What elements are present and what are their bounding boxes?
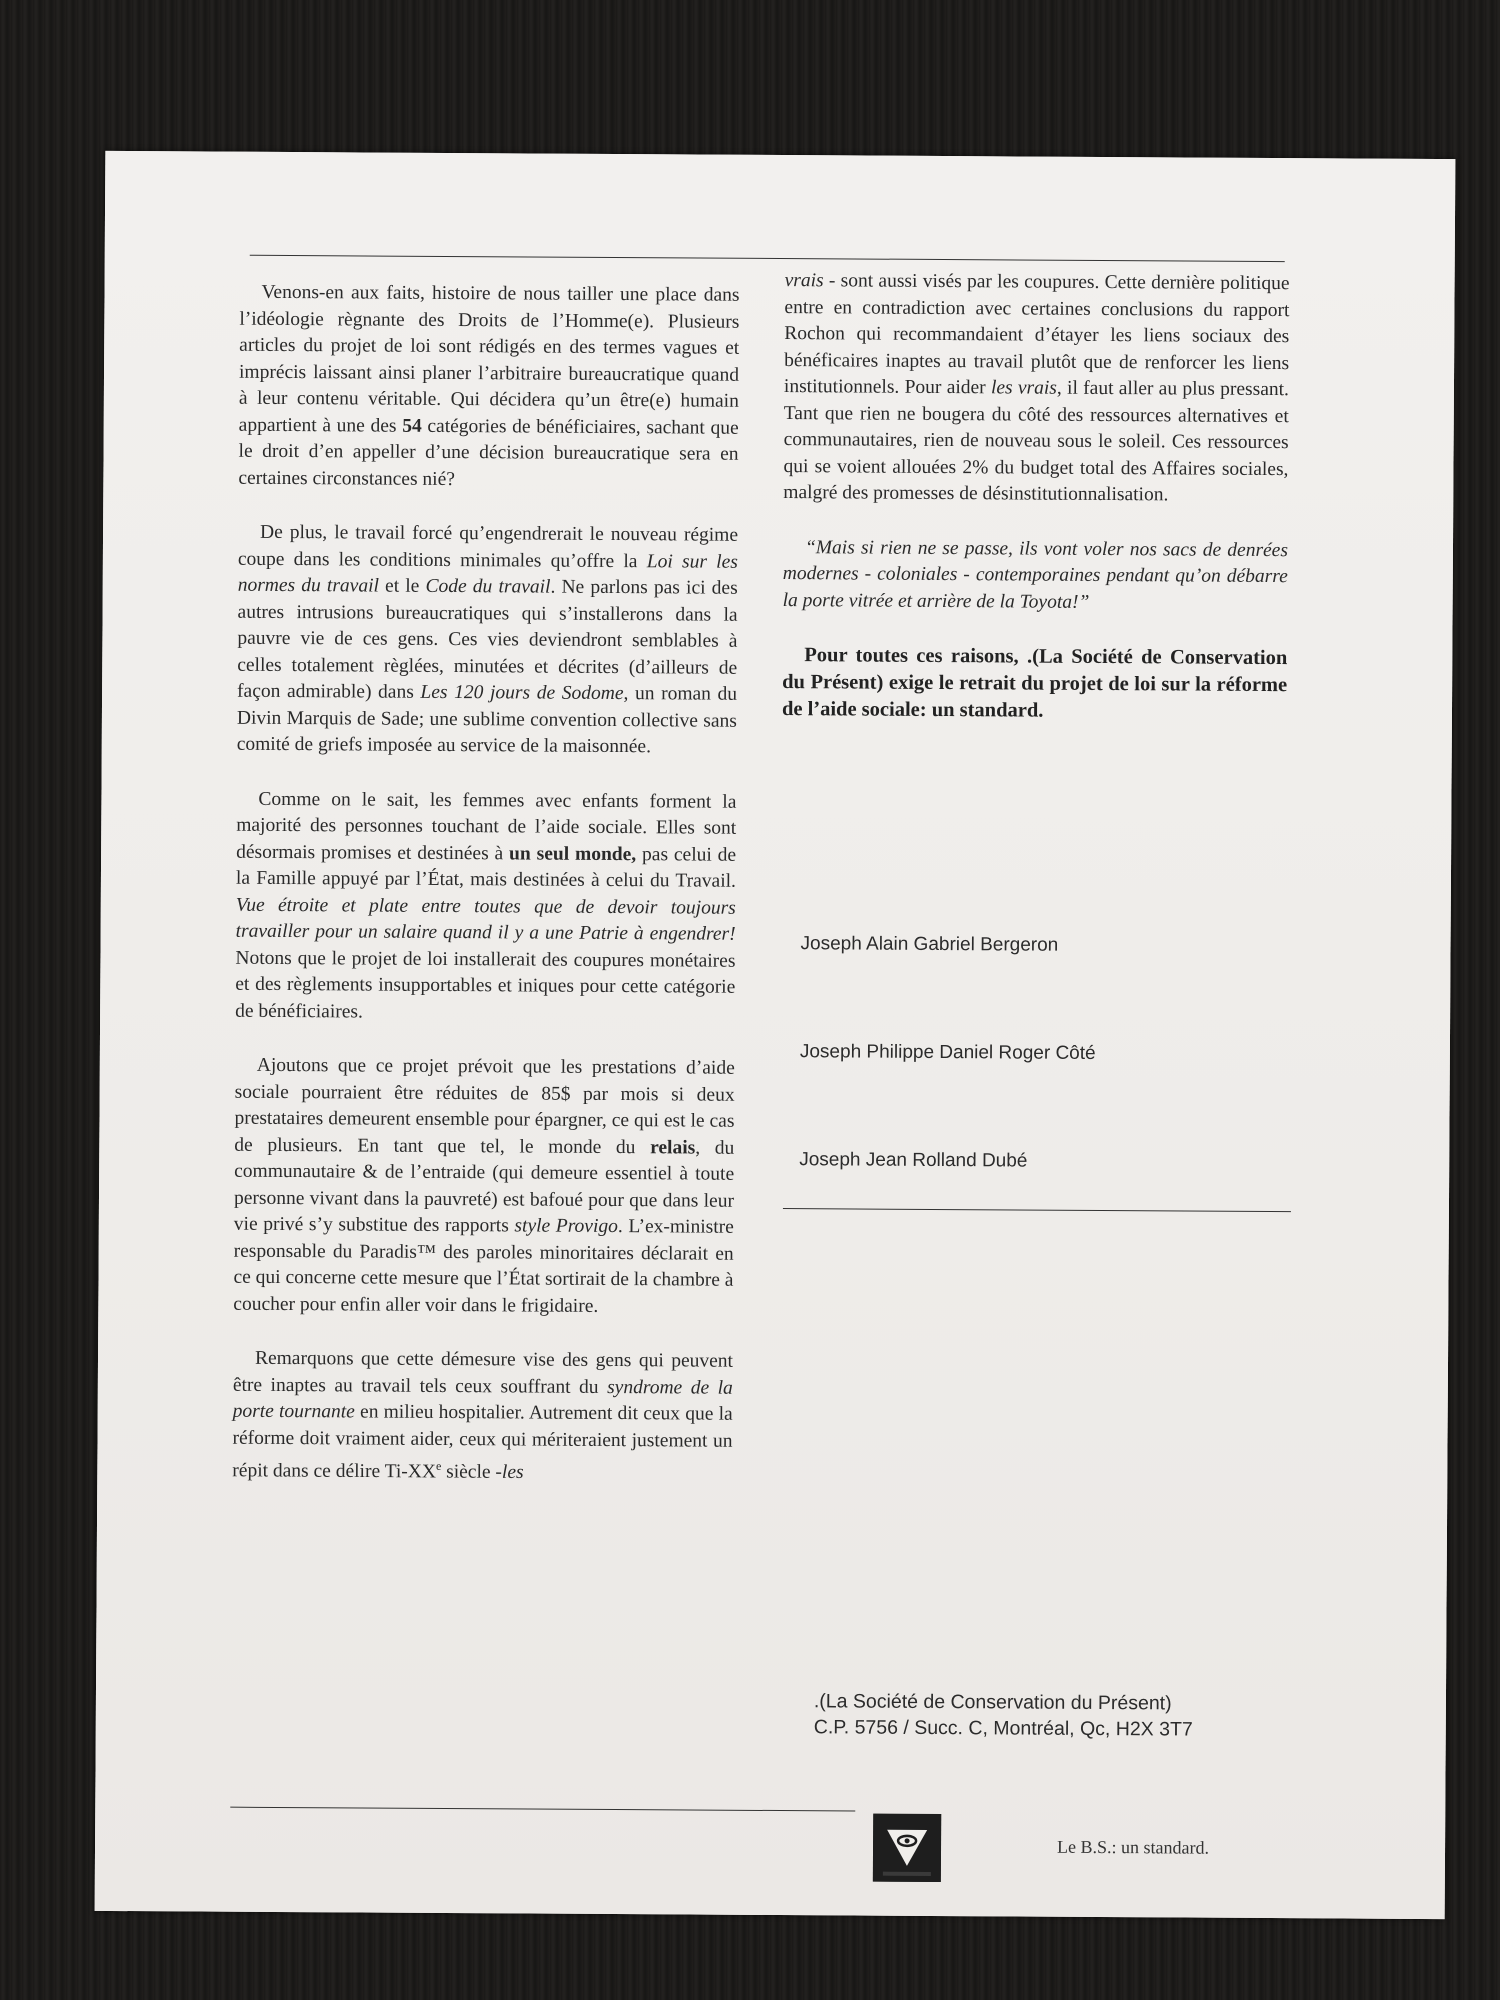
text-run-italic: Vue étroite et plate entre toutes que de devoir toujours travailler pour un salaire quand il y a une Patrie à engendrer! <box>235 894 736 945</box>
paragraph-1 <box>238 280 739 495</box>
text-run: Venons-en aux faits, histoire de nous tailler une place dans l’idéologie règnante des Droits de l’Homme(e). Plusieurs articles du projet de loi sont rédigés en des termes vagues et imprécis laissant ainsi planer l’arbitraire bureaucratique quand à leur contenu véritable. Qui décidera qu’un être(e) humain appartient à une des <box>238 281 740 437</box>
text-run-italic: style Provigo <box>514 1215 618 1238</box>
text-run-italic: Les 120 jours de Sodome <box>420 681 624 705</box>
text-run: , il faut aller au plus pressant. Tant que rien ne bougera du côté des ressources alternatives et communautaires, rien de nouveau sous le soleil. Ces ressources qui se voient allouées 2% du budget total des Affaires sociales, malgré des promesses de désinstitutionnalisation. <box>783 377 1290 506</box>
text-run: De plus, le travail forcé qu’engendrerait le nouveau régime coupe dans les conditions minimales qu’offre la <box>237 521 739 572</box>
text-run: . Ne parlons pas ici des autres intrusions bureaucratiques qui s’installerons dans la pauvre vie de ces gens. Ces vies deviendront semblables à celles totalement règlées, minutées et décrites (d’ailleurs de façon admirable) dans <box>237 576 738 703</box>
paragraph-5 <box>232 1346 733 1488</box>
text-run-italic: vrais <box>784 270 824 292</box>
text-run: , du communautaire & de l’entraide (qui demeure essentiel à toute personne vivant dans la pauvreté) est bafoué pour que dans leur vie privé s’y substitue des rapports <box>233 1137 735 1237</box>
address-block <box>814 1688 1193 1742</box>
right-column <box>782 268 1290 754</box>
text-run-italic: les <box>501 1461 524 1483</box>
signatory-1: Joseph Alain Gabriel Bergeron <box>800 933 1059 956</box>
conclusion-paragraph: Pour toutes ces raisons, .(La Société de Conservation du Présent) exige le retrait du projet de loi sur la réforme de l’aide sociale: un standard. <box>781 644 1288 722</box>
text-run-italic: Loi sur les normes du travail <box>237 550 738 597</box>
text-run: en milieu hospitalier. Autrement dit ceux que la réforme doit vraiment aider, ceux qui mériteraient justement un répit dans ce délire Ti-XX <box>232 1401 733 1483</box>
text-run-italic: les vrais <box>990 377 1058 399</box>
text-run: Comme on le sait, les femmes avec enfants forment la majorité des personnes touchant de l’aide sociale. Elles sont désormais promises et destinées à <box>236 788 737 864</box>
text-run: - sont aussi visés par les coupures. Cette dernière politique entre en contradiction avec certaines conclusions du rapport Rochon qui recommandaient d’étayer les liens sociaux des bénéficaires inaptes au travail plutôt que de renforcer les liens institutionnels. Pour aider <box>783 270 1290 399</box>
signatory-3: Joseph Jean Rolland Dubé <box>799 1149 1028 1172</box>
address-line-1: .(La Société de Conservation du Présent) <box>813 1690 1172 1715</box>
text-run: Remarquons que cette démesure vise des gens qui peuvent être inaptes au travail tels ceux souffrant du <box>232 1347 734 1398</box>
superscript: e <box>435 1458 442 1473</box>
text-run-bold: 54 <box>402 415 422 437</box>
quote-paragraph: “Mais si rien ne se passe, ils vont voler nos sacs de denrées modernes - coloniales - contemporaines pendant qu’on débarre la porte vitrée et arrière de la Toyota!” <box>782 536 1289 613</box>
paragraph-4 <box>233 1053 735 1321</box>
left-column <box>232 280 740 1516</box>
paragraph-3 <box>235 786 736 1028</box>
text-run: et le <box>378 575 426 597</box>
text-run: . L’ex-ministre responsable du Paradis™ des paroles minoritaires déclarait en ce qui concerne cette mesure que l’État sortirait de la chambre à coucher pour enfin aller voir dans le frigidaire. <box>233 1216 734 1317</box>
text-run: catégories de bénéficiaires, sachant que le droit d’en appeller d’une décision bureaucratique sera en certaines circonstances nié? <box>238 415 739 490</box>
text-run: pas celui de la Famille appuyé par l’État, mais destinées à celui du Travail. <box>235 843 737 892</box>
signatory-2: Joseph Philippe Daniel Roger Côté <box>799 1041 1096 1064</box>
text-run: Ajoutons que ce projet prévoit que les prestations d’aide sociale pourraient être réduites de 85$ par mois si deux prestataires demeurent ensemble pour épargner, ce qui est le cas de plusieurs. En tant que tel, le monde du <box>234 1054 735 1158</box>
address-line-2: C.P. 5756 / Succ. C, Montréal, Qc, H2X 3T7 <box>813 1716 1193 1741</box>
footer-text: Le B.S.: un standard. <box>1056 1836 1210 1858</box>
text-run: Notons que le projet de loi installerait des coupures monétaires et des règlements insupportables et iniques pour cette catégorie de bénéficiaires. <box>235 947 736 1022</box>
text-run-bold: un seul monde, <box>509 842 637 865</box>
bottom-rule <box>230 1807 855 1812</box>
top-rule <box>250 255 1285 262</box>
text-run: siècle - <box>441 1461 502 1483</box>
text-run: , un roman du Divin Marquis de Sade; une sublime convention collective sans comité de griefs imposée au service de la maisonnée. <box>236 683 738 758</box>
document-page <box>95 151 1456 1919</box>
logo-icon <box>873 1814 941 1882</box>
paragraph-6 <box>783 268 1289 510</box>
text-run-italic: Code du travail <box>425 575 551 598</box>
signature-rule <box>783 1208 1291 1212</box>
paragraph-2 <box>237 520 738 762</box>
text-run-bold: relais <box>650 1136 696 1159</box>
text-run-italic: syndrome de la porte tournante <box>232 1376 733 1423</box>
